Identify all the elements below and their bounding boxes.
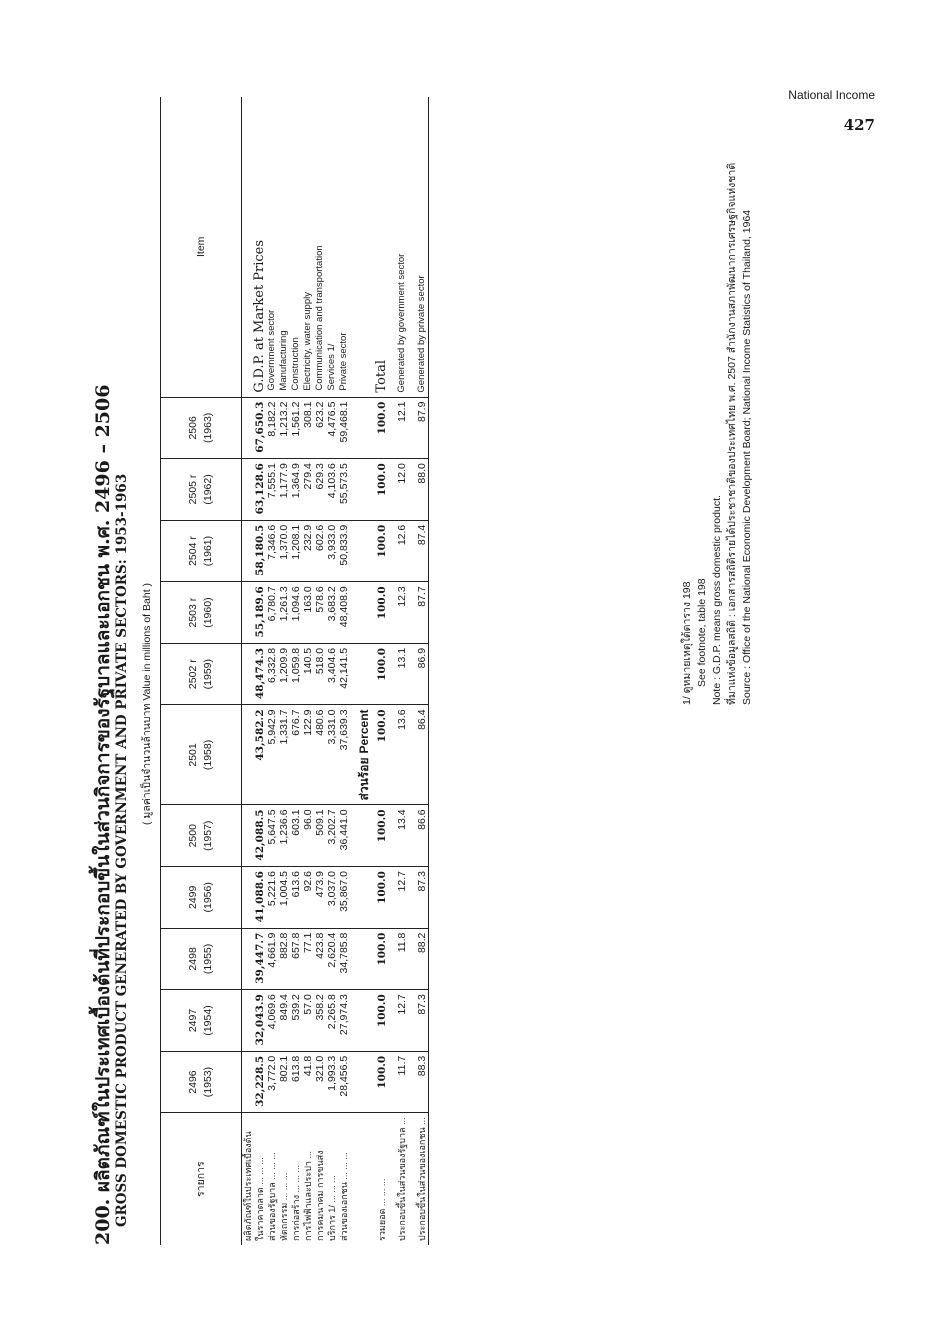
table-cell: 6,332.8: [266, 643, 278, 705]
table-body: [242, 97, 429, 1245]
table-cell: 87.3: [416, 867, 429, 929]
running-head: National Income: [788, 88, 875, 102]
table-cell: [242, 990, 255, 1052]
table-cell: 539.2: [290, 990, 302, 1052]
table-cell: 92.6: [302, 867, 314, 929]
spacer-row: [388, 97, 396, 1245]
table-cell: 6,780.7: [266, 582, 278, 644]
table-cell: 12.3: [396, 582, 408, 644]
table-cell: 1,331.7: [278, 705, 290, 805]
table-cell: 5,221.6: [266, 867, 278, 929]
table-cell: [242, 705, 255, 805]
row-label-thai: ประกอบขึ้นในส่วนของเอกชน ...: [416, 1113, 429, 1245]
table-cell: 41.8: [302, 1051, 314, 1113]
table-cell: 35,867.0: [338, 867, 350, 929]
header-year: 2496 (1953): [161, 1051, 242, 1113]
table-cell: 12.7: [396, 867, 408, 929]
table-cell: 100.0: [376, 397, 388, 459]
table-cell: [242, 397, 255, 459]
table-cell: 96.0: [302, 805, 314, 867]
table-row: [302, 97, 314, 1245]
row-label-english: G.D.P. at Market Prices: [254, 97, 266, 397]
table-cell: 100.0: [376, 867, 388, 929]
table-row: [416, 97, 429, 1245]
table-row: [326, 97, 338, 1245]
table-cell: [242, 520, 255, 582]
header-year: 2503 r (1960): [161, 582, 242, 644]
table-cell: 100.0: [376, 805, 388, 867]
table-cell: 100.0: [376, 990, 388, 1052]
table-cell: 43,582.2: [254, 705, 266, 805]
table-cell: 87.7: [416, 582, 429, 644]
table-cell: 48,408.9: [338, 582, 350, 644]
row-label-english: Services 1/: [326, 97, 338, 397]
table-notes: [680, 163, 755, 705]
table-cell: 849.4: [278, 990, 290, 1052]
table-cell: 100.0: [376, 1051, 388, 1113]
table-cell: 12.1: [396, 397, 408, 459]
table-cell: 100.0: [376, 643, 388, 705]
table-cell: 1,993.3: [326, 1051, 338, 1113]
table-cell: 39,447.7: [254, 928, 266, 990]
table-row: [376, 97, 388, 1245]
table-cell: 5,942.9: [266, 705, 278, 805]
table-cell: 63,128.6: [254, 459, 266, 521]
table-cell: [242, 867, 255, 929]
table-cell: 1,208.1: [290, 520, 302, 582]
table-cell: 613.8: [290, 1051, 302, 1113]
table-cell: 676.7: [290, 705, 302, 805]
table-cell: 279.4: [302, 459, 314, 521]
table-cell: 1,236.6: [278, 805, 290, 867]
source-thai: ที่มาแห่งข้อมูลสถิติ : เอกสารสถิติรายได้ประชาชาติของประเทศไทย พ.ศ. 2507 สำนักงานสภาพัฒนาการเศรษฐกิจแห่งชาติ: [726, 162, 738, 705]
table-cell: 12.6: [396, 520, 408, 582]
footnote-thai: 1/ ดูหมายเหตุใต้ตาราง 198: [681, 581, 693, 705]
row-label-english: Electricity, water supply: [302, 97, 314, 397]
table-cell: 4,069.6: [266, 990, 278, 1052]
table-cell: 3,933.0: [326, 520, 338, 582]
table-cell: 308.1: [302, 397, 314, 459]
table-cell: 802.1: [278, 1051, 290, 1113]
table-cell: 882.8: [278, 928, 290, 990]
table-cell: 41,088.6: [254, 867, 266, 929]
table-cell: 1,370.0: [278, 520, 290, 582]
percent-label-thai: ส่วนร้อย: [357, 757, 371, 801]
table-cell: 77.1: [302, 928, 314, 990]
table-cell: 88.2: [416, 928, 429, 990]
table-cell: 4,476.5: [326, 397, 338, 459]
table-cell: 3,772.0: [266, 1051, 278, 1113]
header-year: 2501 (1958): [161, 705, 242, 805]
table-cell: 55,189.6: [254, 582, 266, 644]
table-cell: 1,364.9: [290, 459, 302, 521]
table-cell: 578.6: [314, 582, 326, 644]
table-cell: 3,404.6: [326, 643, 338, 705]
rotated-table-page: [80, 95, 780, 1245]
table-cell: 7,555.1: [266, 459, 278, 521]
table-cell: 1,209.9: [278, 643, 290, 705]
row-label-english: Private sector: [338, 97, 350, 397]
row-label-english: Generated by government sector: [396, 97, 408, 397]
table-cell: 88.0: [416, 459, 429, 521]
source-english: Source : Office of the National Economic Development Board; National Income Statistics of Thailand, 1964: [741, 209, 753, 705]
table-cell: 629.3: [314, 459, 326, 521]
row-label-thai: ผลิตภัณฑ์ในประเทศเบื้องต้น: [243, 1131, 253, 1241]
table-cell: 12.7: [396, 990, 408, 1052]
table-cell: 42,088.5: [254, 805, 266, 867]
table-row: [266, 97, 278, 1245]
table-row: [338, 97, 350, 1245]
table-cell: 1,261.3: [278, 582, 290, 644]
table-cell: 4,661.9: [266, 928, 278, 990]
table-cell: 36,441.0: [338, 805, 350, 867]
title-thai-text: ผลิตภัณฑ์ในประเทศเบื้องต้นที่ประกอบขึ้นในส่วนกิจการของรัฐบาลและเอกชน พ.ศ. 2496 – 2506: [92, 384, 114, 1193]
table-cell: 100.0: [376, 459, 388, 521]
header-year: 2504 r (1961): [161, 520, 242, 582]
row-label-thai: ในราคาตลาด ... ... ...: [255, 1157, 265, 1241]
table-cell: 42,141.5: [338, 643, 350, 705]
header-year: 2499 (1956): [161, 867, 242, 929]
spacer-row: [350, 97, 358, 1245]
table-cell: 100.0: [376, 582, 388, 644]
header-year: 2505 r (1962): [161, 459, 242, 521]
row-label-english: Generated by private sector: [416, 97, 429, 397]
percent-label-english: Percent: [357, 709, 371, 754]
spacer-row: [408, 97, 416, 1245]
table-cell: 321.0: [314, 1051, 326, 1113]
table-row: [290, 97, 302, 1245]
table-cell: 34,785.8: [338, 928, 350, 990]
header-row: [161, 97, 242, 1245]
row-label-english: Total: [376, 97, 388, 397]
table-cell: 32,043.9: [254, 990, 266, 1052]
table-row: [278, 97, 290, 1245]
table-cell: 57.0: [302, 990, 314, 1052]
table-cell: 1,213.2: [278, 397, 290, 459]
table-cell: 423.8: [314, 928, 326, 990]
table-cell: 473.9: [314, 867, 326, 929]
table-cell: 5,647.5: [266, 805, 278, 867]
table-cell: [242, 643, 255, 705]
table-cell: 12.0: [396, 459, 408, 521]
table-cell: 358.2: [314, 990, 326, 1052]
table-cell: 37,639.3: [338, 705, 350, 805]
table-cell: 55,573.5: [338, 459, 350, 521]
table-cell: 8,182.2: [266, 397, 278, 459]
table-title-english: GROSS DOMESTIC PRODUCT GENERATED BY GOVERNMENT AND PRIVATE SECTORS: 1953-1963: [114, 473, 130, 1227]
table-cell: 86.9: [416, 643, 429, 705]
row-label-thai: การก่อสร้าง ... ... ...: [291, 1165, 301, 1241]
table-cell: 1,177.9: [278, 459, 290, 521]
page-number: 427: [843, 116, 875, 134]
table-cell: 3,683.2: [326, 582, 338, 644]
table-cell: [242, 1051, 255, 1113]
table-cell: 86.4: [416, 705, 429, 805]
table-cell: 100.0: [376, 705, 388, 805]
table-cell: 4,103.6: [326, 459, 338, 521]
table-cell: 87.9: [416, 397, 429, 459]
table-cell: 122.9: [302, 705, 314, 805]
row-label-thai: การคมนาคม การขนส่ง: [315, 1150, 325, 1241]
table-cell: 1,094.6: [290, 582, 302, 644]
row-label-english: Government sector: [266, 97, 278, 397]
table-cell: 13.4: [396, 805, 408, 867]
table-cell: 1,561.2: [290, 397, 302, 459]
table-row: [396, 97, 408, 1245]
table-cell: 50,833.9: [338, 520, 350, 582]
table-cell: 87.3: [416, 990, 429, 1052]
table-cell: 11.7: [396, 1051, 408, 1113]
table-cell: 88.3: [416, 1051, 429, 1113]
table-cell: 11.8: [396, 928, 408, 990]
row-label-thai: ส่วนของเอกชน ... ... ...: [339, 1152, 349, 1241]
table-cell: 13.1: [396, 643, 408, 705]
row-label-thai: หัตถกรรม ... ... ...: [279, 1172, 289, 1241]
table-cell: 509.1: [314, 805, 326, 867]
footnote-english: See footnote, table 198: [696, 578, 708, 687]
table-cell: 657.8: [290, 928, 302, 990]
header-year: 2498 (1955): [161, 928, 242, 990]
table-cell: 32,228.5: [254, 1051, 266, 1113]
table-cell: 48,474.3: [254, 643, 266, 705]
note-gdp: Note : G.D.P. means gross domestic product.: [711, 495, 723, 705]
row-label-english: Communication and transportation: [314, 97, 326, 397]
table-cell: 100.0: [376, 520, 388, 582]
table-cell: 13.6: [396, 705, 408, 805]
row-label-english: Construction: [290, 97, 302, 397]
table-cell: 613.6: [290, 867, 302, 929]
row-label-thai: บริการ 1/ ... ... ...: [327, 1175, 337, 1241]
table-cell: 87.4: [416, 520, 429, 582]
table-cell: 86.6: [416, 805, 429, 867]
table-cell: 518.0: [314, 643, 326, 705]
table-cell: 27,974.3: [338, 990, 350, 1052]
table-cell: [242, 582, 255, 644]
unit-note: ( มูลค่าเป็นจำนวนล้านบาท Value in millions of Baht ): [141, 582, 153, 825]
header-year: 2497 (1954): [161, 990, 242, 1052]
table-cell: 67,650.3: [254, 397, 266, 459]
header-year: 2506 (1963): [161, 397, 242, 459]
gdp-table: [160, 97, 429, 1245]
table-cell: 3,331.0: [326, 705, 338, 805]
table-cell: [242, 459, 255, 521]
table-cell: 1,059.8: [290, 643, 302, 705]
row-label-english: Manufacturing: [278, 97, 290, 397]
table-cell: 2,620.4: [326, 928, 338, 990]
row-label-thai: ส่วนของรัฐบาล ... ... ...: [267, 1152, 277, 1241]
table-row: [314, 97, 326, 1245]
table-cell: 3,202.7: [326, 805, 338, 867]
table-cell: 3,037.0: [326, 867, 338, 929]
table-cell: 28,456.5: [338, 1051, 350, 1113]
table-cell: 163.0: [302, 582, 314, 644]
table-cell: 480.6: [314, 705, 326, 805]
table-cell: [242, 805, 255, 867]
table-cell: 2,265.8: [326, 990, 338, 1052]
header-year: 2500 (1957): [161, 805, 242, 867]
table-cell: 623.2: [314, 397, 326, 459]
header-year: 2502 r (1959): [161, 643, 242, 705]
table-number: 200.: [92, 1198, 114, 1245]
row-label-thai: รวมยอด ... ... ...: [377, 1178, 387, 1241]
table-cell: [242, 928, 255, 990]
table-cell: 100.0: [376, 928, 388, 990]
table-cell: 1,004.5: [278, 867, 290, 929]
header-item-english: Item: [161, 97, 242, 397]
table-cell: 603.1: [290, 805, 302, 867]
row-label-thai: ประกอบขึ้นในส่วนของรัฐบาล ...: [397, 1117, 407, 1241]
table-cell: 602.6: [314, 520, 326, 582]
table-cell: 7,346.6: [266, 520, 278, 582]
table-cell: 232.9: [302, 520, 314, 582]
table-cell: 59,468.1: [338, 397, 350, 459]
table-row: [254, 97, 266, 1245]
table-cell: 140.5: [302, 643, 314, 705]
percent-label-row: [358, 97, 376, 1245]
header-item-thai: รายการ: [161, 1113, 242, 1245]
table-cell: 58,180.5: [254, 520, 266, 582]
row-label-thai: การไฟฟ้าและประปา ...: [303, 1151, 313, 1241]
